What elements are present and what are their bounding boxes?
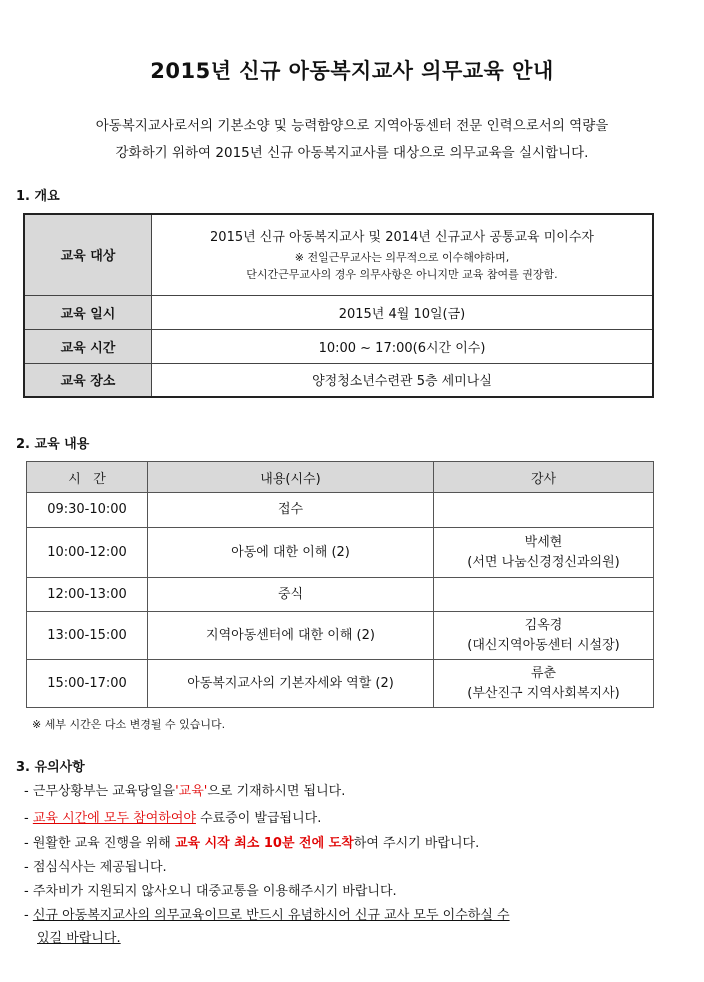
section-3-heading: 3. 유의사항	[16, 760, 85, 775]
notice-3-highlight: 교육 시작 최소 10분 전에 도착	[174, 836, 354, 851]
notice-6-dash: -	[24, 908, 29, 923]
row-content: 아동복지교사의 기본자세와 역할 (2)	[148, 660, 434, 708]
notice-item-6-continued	[37, 927, 121, 946]
schedule-table	[26, 461, 654, 708]
lecturer-org: (부산진구 지역사회복지사)	[467, 685, 620, 701]
notice-item-1	[24, 780, 345, 799]
time-value: 10:00 ~ 17:00(6시간 이수)	[152, 329, 654, 363]
lecturer-name: 류춘	[530, 665, 557, 681]
notice-1-highlight: '교육'	[175, 784, 208, 799]
overview-table	[23, 213, 654, 398]
section-1-heading: 1. 개요	[16, 189, 60, 204]
row-time: 09:30-10:00	[27, 493, 148, 528]
overview-row-date	[24, 295, 653, 329]
notice-3-tail: 하여 주시기 바랍니다.	[353, 836, 480, 851]
intro-line-1: 아동복지교사로서의 기본소양 및 능력함양으로 지역아동센터 전문 인력으로서의 역량을	[95, 118, 609, 134]
notice-item-2	[24, 807, 321, 826]
row-lecturer	[434, 578, 654, 612]
notice-3-text: - 원활한 교육 진행을 위해	[24, 836, 175, 851]
date-label: 교육 일시	[24, 295, 152, 329]
row-lecturer	[434, 528, 654, 578]
table-row	[27, 493, 654, 528]
lecturer-org: (대신지역아동센터 시설장)	[467, 637, 620, 653]
page-title: 2015년 신규 아동복지교사 의무교육 안내	[150, 59, 554, 83]
row-content: 중식	[148, 578, 434, 612]
place-value: 양정청소년수련관 5층 세미나실	[152, 363, 654, 397]
place-label: 교육 장소	[24, 363, 152, 397]
section-2-heading: 2. 교육 내용	[16, 437, 90, 452]
target-note-1: ※ 전일근무교사는 의무적으로 이수해야하며,	[294, 250, 510, 264]
notice-2-tail: 수료증이 발급됩니다.	[195, 811, 322, 826]
date-value: 2015년 4월 10일(금)	[152, 295, 654, 329]
notice-item-6	[24, 904, 510, 923]
notice-item-4: - 점심식사는 제공됩니다.	[24, 860, 167, 875]
notice-2-highlight: 교육 시간에 모두 참여하여야	[32, 811, 196, 826]
row-lecturer	[434, 493, 654, 528]
row-lecturer	[434, 612, 654, 660]
row-content: 지역아동센터에 대한 이해 (2)	[148, 612, 434, 660]
target-label: 교육 대상	[24, 214, 152, 295]
intro-paragraph	[30, 113, 674, 167]
row-time: 15:00-17:00	[27, 660, 148, 708]
overview-row-target	[24, 214, 653, 295]
schedule-header-row	[27, 462, 654, 493]
table-row	[27, 660, 654, 708]
notice-2-dash: -	[24, 811, 29, 826]
notice-6-tail: 있길 바랍니다.	[37, 931, 121, 946]
lecturer-name: 김옥경	[524, 617, 563, 633]
overview-row-place	[24, 363, 653, 397]
notice-item-5: - 주차비가 지원되지 않사오니 대중교통을 이용해주시기 바랍니다.	[24, 884, 397, 899]
col-header-lecturer: 강사	[434, 462, 654, 493]
notice-1-text: - 근무상황부는 교육당일을	[24, 784, 176, 799]
table-row	[27, 578, 654, 612]
time-label: 교육 시간	[24, 329, 152, 363]
target-value	[152, 214, 654, 295]
target-note-2: 단시간근무교사의 경우 의무사항은 아니지만 교육 참여를 권장함.	[246, 267, 558, 281]
row-time: 12:00-13:00	[27, 578, 148, 612]
notice-item-3	[24, 832, 479, 851]
row-time: 13:00-15:00	[27, 612, 148, 660]
overview-row-time	[24, 329, 653, 363]
lecturer-name: 박세현	[524, 534, 563, 550]
table-row	[27, 612, 654, 660]
col-header-content: 내용(시수)	[148, 462, 434, 493]
table-row	[27, 528, 654, 578]
row-content: 접수	[148, 493, 434, 528]
row-lecturer	[434, 660, 654, 708]
schedule-note: ※ 세부 시간은 다소 변경될 수 있습니다.	[32, 718, 226, 731]
notice-6-text: 신규 아동복지교사의 의무교육이므로 반드시 유념하시어 신규 교사 모두 이수하실 수	[32, 908, 510, 923]
intro-line-2: 강화하기 위하여 2015년 신규 아동복지교사를 대상으로 의무교육을 실시합니다.	[115, 145, 589, 161]
notice-1-tail: 으로 기재하시면 됩니다.	[207, 784, 346, 799]
lecturer-org: (서면 나눔신경정신과의원)	[467, 554, 620, 570]
row-content: 아동에 대한 이해 (2)	[148, 528, 434, 578]
target-main: 2015년 신규 아동복지교사 및 2014년 신규교사 공통교육 미이수자	[210, 229, 594, 245]
row-time: 10:00-12:00	[27, 528, 148, 578]
col-header-time: 시 간	[27, 462, 148, 493]
